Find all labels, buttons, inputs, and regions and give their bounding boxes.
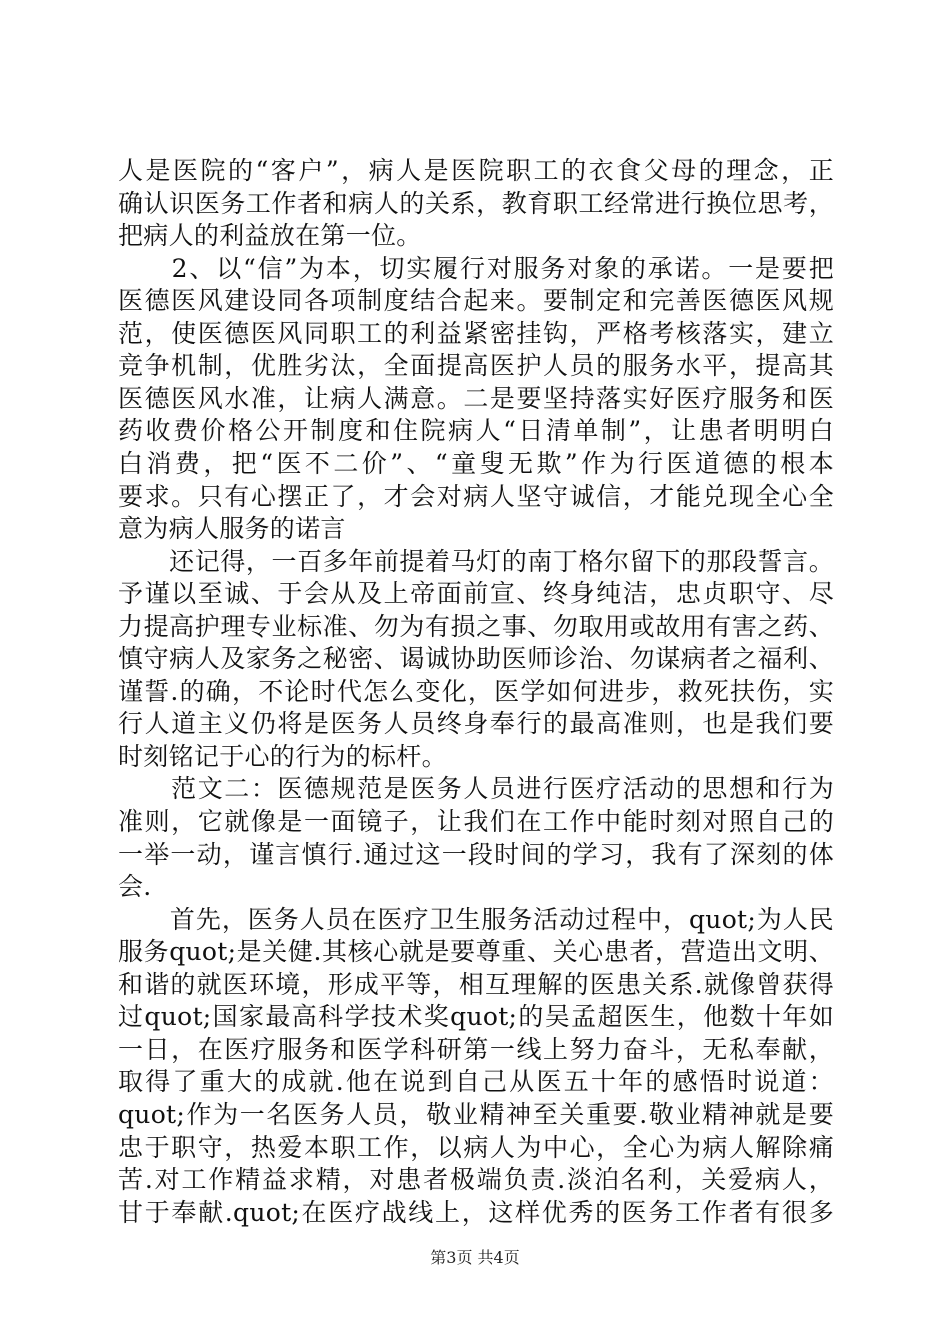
text-line: 范，使医德医风同职工的利益紧密挂钩，严格考核落实，建立: [118, 318, 834, 348]
text-line: 医德医风水准，让病人满意。二是要坚持落实好医疗服务和医: [118, 383, 834, 413]
text-line: 力提高护理专业标准、勿为有损之事、勿取用或故用有害之药、: [118, 611, 834, 641]
text-line: 竞争机制，优胜劣汰，全面提高医护人员的服务水平，提高其: [118, 351, 834, 381]
text-line: 过quot;国家最高科学技术奖quot;的吴孟超医生，他数十年如: [118, 1002, 834, 1032]
text-line: 时刻铭记于心的行为的标杆。: [118, 741, 447, 771]
text-line: 医德医风建设同各项制度结合起来。要制定和完善医德医风规: [118, 286, 834, 316]
text-line: 确认识医务工作者和病人的关系，教育职工经常进行换位思考，: [118, 188, 834, 218]
text-line: 人是医院的“客户”，病人是医院职工的衣食父母的理念，正: [118, 156, 834, 185]
text-line: 服务quot;是关健.其核心就是要尊重、关心患者，营造出文明、: [118, 937, 834, 967]
text-line: quot;作为一名医务人员，敬业精神至关重要.敬业精神就是要: [118, 1099, 834, 1129]
text-line: 苦.对工作精益求精，对患者极端负责.淡泊名利，关爱病人，: [118, 1165, 834, 1195]
text-line: 药收费价格公开制度和住院病人“日清单制”，让患者明明白: [118, 416, 834, 446]
text-line: 行人道主义仍将是医务人员终身奉行的最高准则，也是我们要: [118, 709, 834, 739]
text-line: 取得了重大的成就.他在说到自己从医五十年的感悟时说道：: [118, 1067, 834, 1097]
text-line: 白消费，把“医不二价”、“童叟无欺”作为行医道德的根本: [118, 448, 834, 478]
text-line: 范文二：医德规范是医务人员进行医疗活动的思想和行为: [118, 774, 834, 804]
page-footer: 第3页 共4页: [430, 1248, 520, 1267]
text-line: 意为病人服务的诺言: [118, 514, 346, 544]
text-line: 忠于职守，热爱本职工作，以病人为中心，全心为病人解除痛: [118, 1132, 834, 1162]
text-line: 谨誓.的确，不论时代怎么变化，医学如何进步，救死扶伤，实: [118, 676, 834, 706]
text-line: 首先，医务人员在医疗卫生服务活动过程中，quot;为人民: [118, 904, 834, 934]
text-line: 一日，在医疗服务和医学科研第一线上努力奋斗，无私奉献，: [118, 1034, 834, 1064]
text-line: 甘于奉献.quot;在医疗战线上，这样优秀的医务工作者有很多: [118, 1197, 834, 1227]
text-line: 一举一动，谨言慎行.通过这一段时间的学习，我有了深刻的体: [118, 839, 834, 869]
text-line: 把病人的利益放在第一位。: [118, 221, 422, 251]
text-line: 准则，它就像是一面镜子，让我们在工作中能时刻对照自己的: [118, 807, 834, 836]
text-line: 慎守病人及家务之秘密、谒诚协助医师诊治、勿谋病者之福利、: [118, 644, 834, 674]
text-line: 予谨以至诚、于会从及上帝面前宣、终身纯洁，忠贞职守、尽: [118, 579, 834, 609]
text-line: 会.: [118, 872, 152, 902]
text-line: 和谐的就医环境，形成平等，相互理解的医患关系.就像曾获得: [118, 969, 834, 999]
text-line: 要求。只有心摆正了，才会对病人坚守诚信，才能兑现全心全: [118, 481, 834, 511]
text-line: 2、以“信”为本，切实履行对服务对象的承诺。一是要把: [118, 253, 834, 283]
text-line: 还记得，一百多年前提着马灯的南丁格尔留下的那段誓言。: [118, 546, 834, 576]
